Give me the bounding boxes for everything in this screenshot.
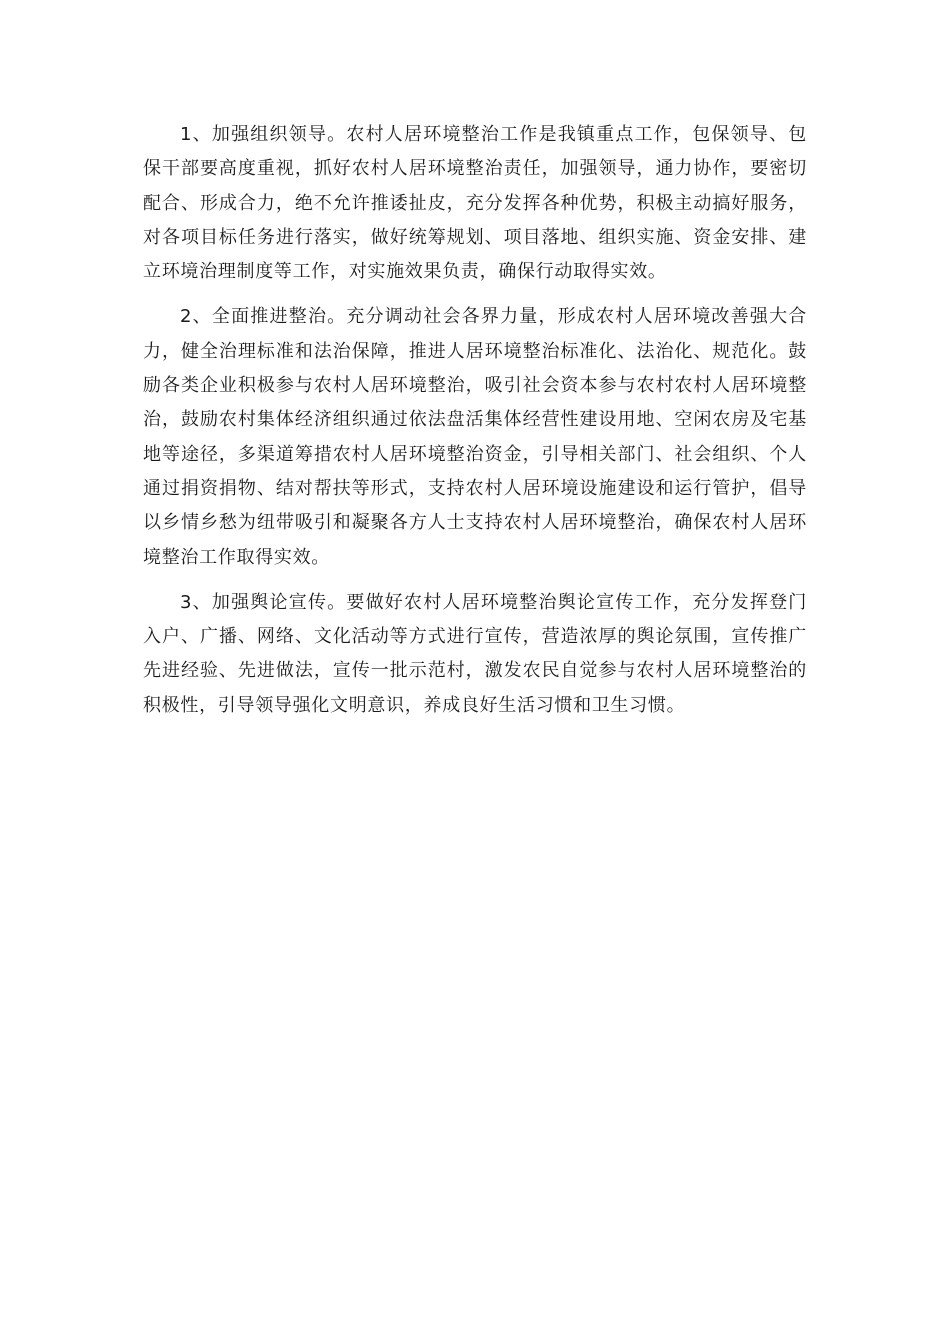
- paragraph-organization-leadership: 1、加强组织领导。农村人居环境整治工作是我镇重点工作，包保领导、包保干部要高度重视，抓好农村人居环境整治责任，加强领导，通力协作，要密切配合、形成合力，绝不允许推诿扯皮，充分发挥各种优势，积极主动搞好服务，对各项目标任务进行落实，做好统筹规划、项目落地、组织实施、资金安排、建立环境治理制度等工作，对实施效果负责，确保行动取得实效。: [143, 124, 807, 283]
- paragraph-public-publicity: 3、加强舆论宣传。要做好农村人居环境整治舆论宣传工作，充分发挥登门入户、广播、网络、文化活动等方式进行宣传，营造浓厚的舆论氛围，宣传推广先进经验、先进做法，宣传一批示范村，激发农民自觉参与农村人居环境整治的积极性，引导领导强化文明意识，养成良好生活习惯和卫生习惯。: [143, 591, 807, 716]
- paragraph-comprehensive-rectification: 2、全面推进整治。充分调动社会各界力量，形成农村人居环境改善强大合力，健全治理标准和法治保障，推进人居环境整治标准化、法治化、规范化。鼓励各类企业积极参与农村人居环境整治，吸引社会资本参与农村农村人居环境整治，鼓励农村集体经济组织通过依法盘活集体经营性建设用地、空闲农房及宅基地等途径，多渠道筹措农村人居环境整治资金，引导相关部门、社会组织、个人通过捐资捐物、结对帮扶等形式，支持农村人居环境设施建设和运行管护，倡导以乡情乡愁为纽带吸引和凝聚各方人士支持农村人居环境整治，确保农村人居环境整治工作取得实效。: [143, 306, 807, 568]
- document-body: [143, 118, 807, 734]
